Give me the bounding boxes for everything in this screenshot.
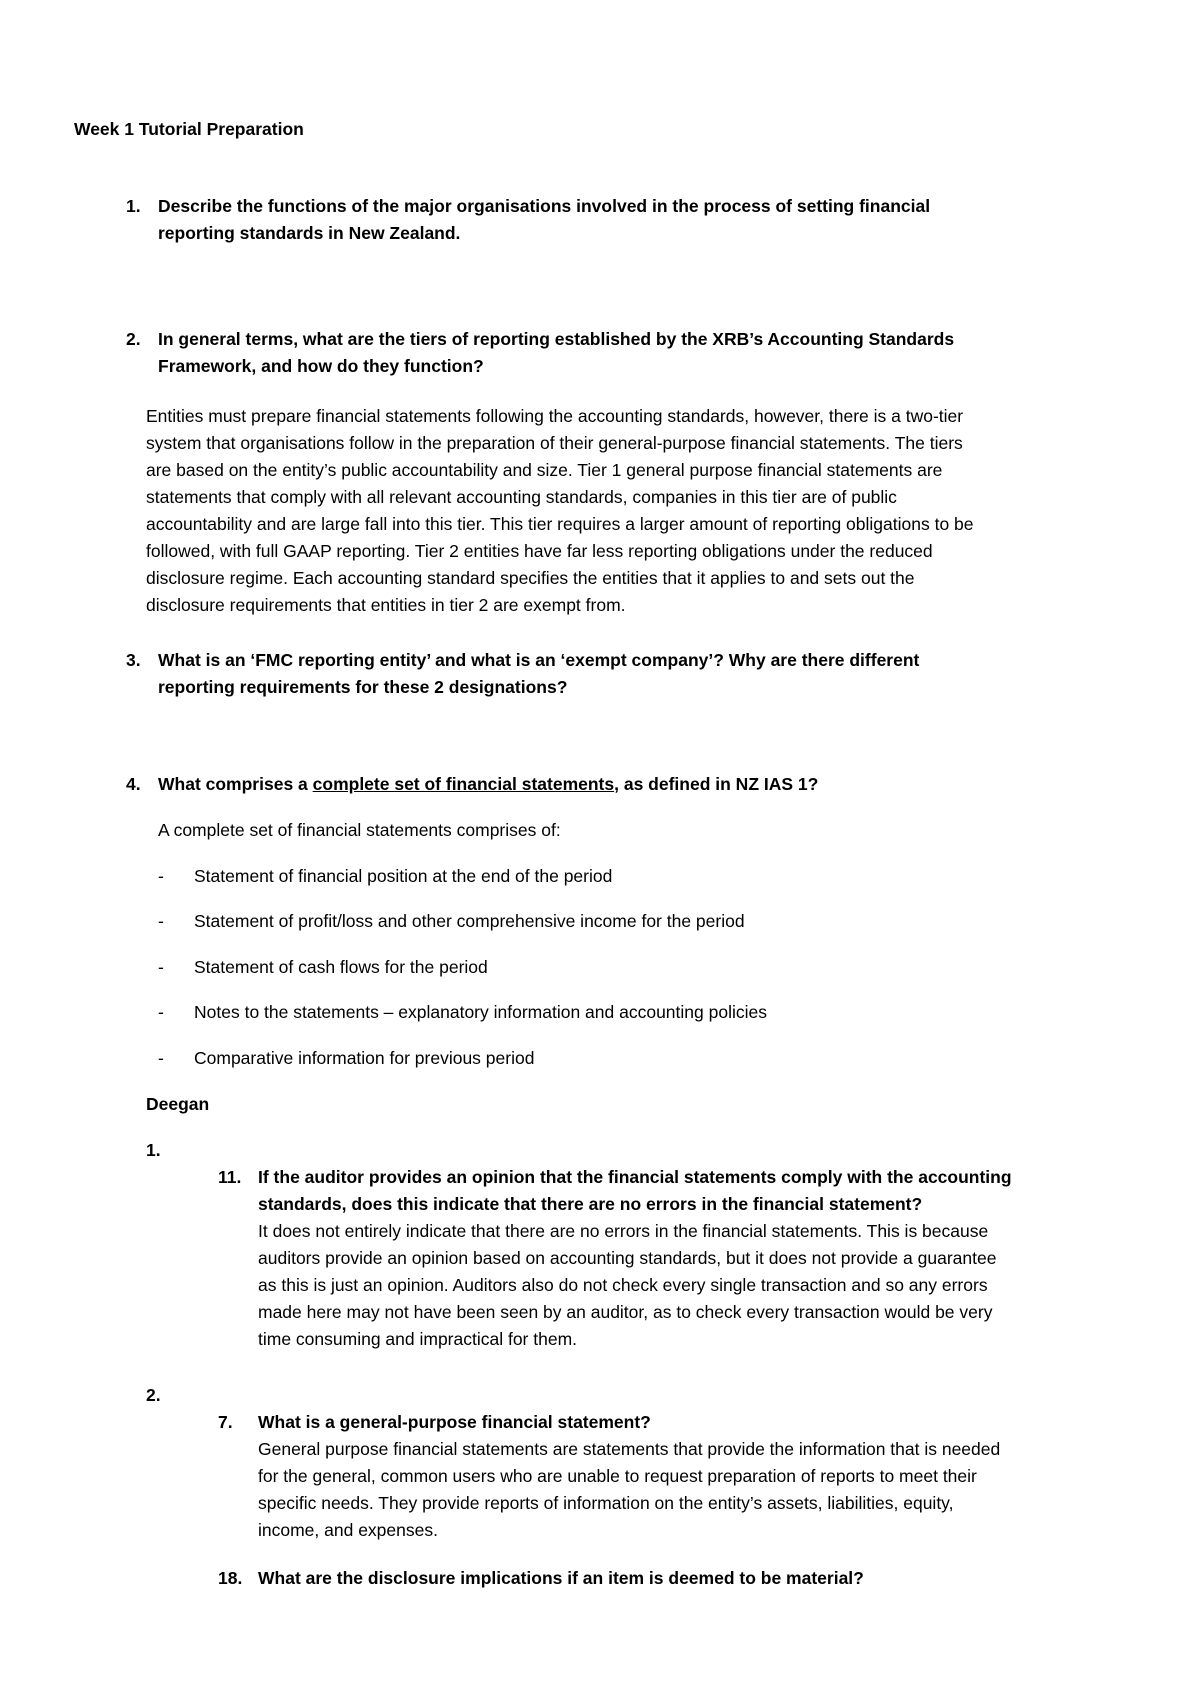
document-title: Week 1 Tutorial Preparation [74,119,304,139]
deegan-group-1-number: 1. [146,1140,161,1160]
list-dash: - [158,957,164,977]
answer-line: Entities must prepare financial statements following the accounting standards, however, there is a two-tier [146,406,964,426]
answer-line: system that organisations follow in the preparation of their general-purpose financial statements. The tiers [146,433,963,453]
list-item: Comparative information for previous period [194,1048,535,1068]
question-3-text [158,647,919,701]
deegan-question-18-number: 18. [218,1568,243,1588]
question-2-line-1: In general terms, what are the tiers of reporting established by the XRB’s Accounting Standards [158,329,955,349]
answer-line: time consuming and impractical for them. [258,1329,578,1349]
answer-line: income, and expenses. [258,1520,438,1540]
question-4-text [158,771,818,798]
deegan-group-2-number: 2. [146,1385,161,1405]
question-3-number: 3. [126,650,141,670]
question-2-line-2: Framework, and how do they function? [158,356,484,376]
deegan-question-11-text [258,1164,1012,1218]
question-3-line-2: reporting requirements for these 2 designations? [158,677,568,697]
question-4-pre: What comprises a [158,774,313,794]
deegan-question-11-line-1: If the auditor provides an opinion that the financial statements comply with the accounting [258,1167,1012,1187]
deegan-question-11-number: 11. [218,1167,242,1187]
question-3-line-1: What is an ‘FMC reporting entity’ and what is an ‘exempt company’? Why are there different [158,650,920,670]
section-heading-deegan: Deegan [146,1094,210,1114]
answer-line: statements that comply with all relevant accounting standards, companies in this tier are of public [146,487,897,507]
question-4-post: , as defined in NZ IAS 1? [614,774,819,794]
question-4-intro: A complete set of financial statements comprises of: [158,820,561,840]
question-1-text [158,193,930,247]
answer-line: as this is just an opinion. Auditors also do not check every single transaction and so any errors [258,1275,988,1295]
answer-line: specific needs. They provide reports of information on the entity’s assets, liabilities, equity, [258,1493,954,1513]
answer-line: auditors provide an opinion based on accounting standards, but it does not provide a guarantee [258,1248,997,1268]
answer-line: followed, with full GAAP reporting. Tier 2 entities have far less reporting obligations under the reduced [146,541,933,561]
list-item: Statement of cash flows for the period [194,957,488,977]
list-dash: - [158,1048,164,1068]
list-dash: - [158,866,164,886]
answer-line: accountability and are large fall into this tier. This tier requires a larger amount of reporting obligations to be [146,514,974,534]
list-item: Notes to the statements – explanatory information and accounting policies [194,1002,767,1022]
answer-line: are based on the entity’s public accountability and size. Tier 1 general purpose financial statements are [146,460,943,480]
answer-line: It does not entirely indicate that there are no errors in the financial statements. This is because [258,1221,989,1241]
answer-line: disclosure requirements that entities in tier 2 are exempt from. [146,595,626,615]
deegan-question-18-text: What are the disclosure implications if an item is deemed to be material? [258,1568,864,1588]
deegan-question-7-text: What is a general-purpose financial statement? [258,1412,651,1432]
question-1-line-1: Describe the functions of the major organisations involved in the process of setting financial [158,196,931,216]
question-1-line-2: reporting standards in New Zealand. [158,223,461,243]
deegan-question-11-answer [258,1218,1200,1353]
answer-line: for the general, common users who are unable to request preparation of reports to meet their [258,1466,977,1486]
list-dash: - [158,911,164,931]
list-item: Statement of financial position at the end of the period [194,866,613,886]
deegan-question-7-answer [258,1436,1200,1544]
question-4-number: 4. [126,774,141,794]
list-dash: - [158,1002,164,1022]
answer-line: disclosure regime. Each accounting standard specifies the entities that it applies to and sets out the [146,568,915,588]
question-2-text [158,326,954,380]
answer-line: made here may not have been seen by an auditor, as to check every transaction would be very [258,1302,993,1322]
question-2-answer [146,403,1106,619]
answer-line: General purpose financial statements are statements that provide the information that is needed [258,1439,1001,1459]
deegan-question-11-line-2: standards, does this indicate that there are no errors in the financial statement? [258,1194,923,1214]
deegan-question-7-number: 7. [218,1412,233,1432]
question-4-underlined-term: complete set of financial statements [312,774,615,794]
question-2-number: 2. [126,329,141,349]
list-item: Statement of profit/loss and other comprehensive income for the period [194,911,745,931]
question-1-number: 1. [126,196,141,216]
